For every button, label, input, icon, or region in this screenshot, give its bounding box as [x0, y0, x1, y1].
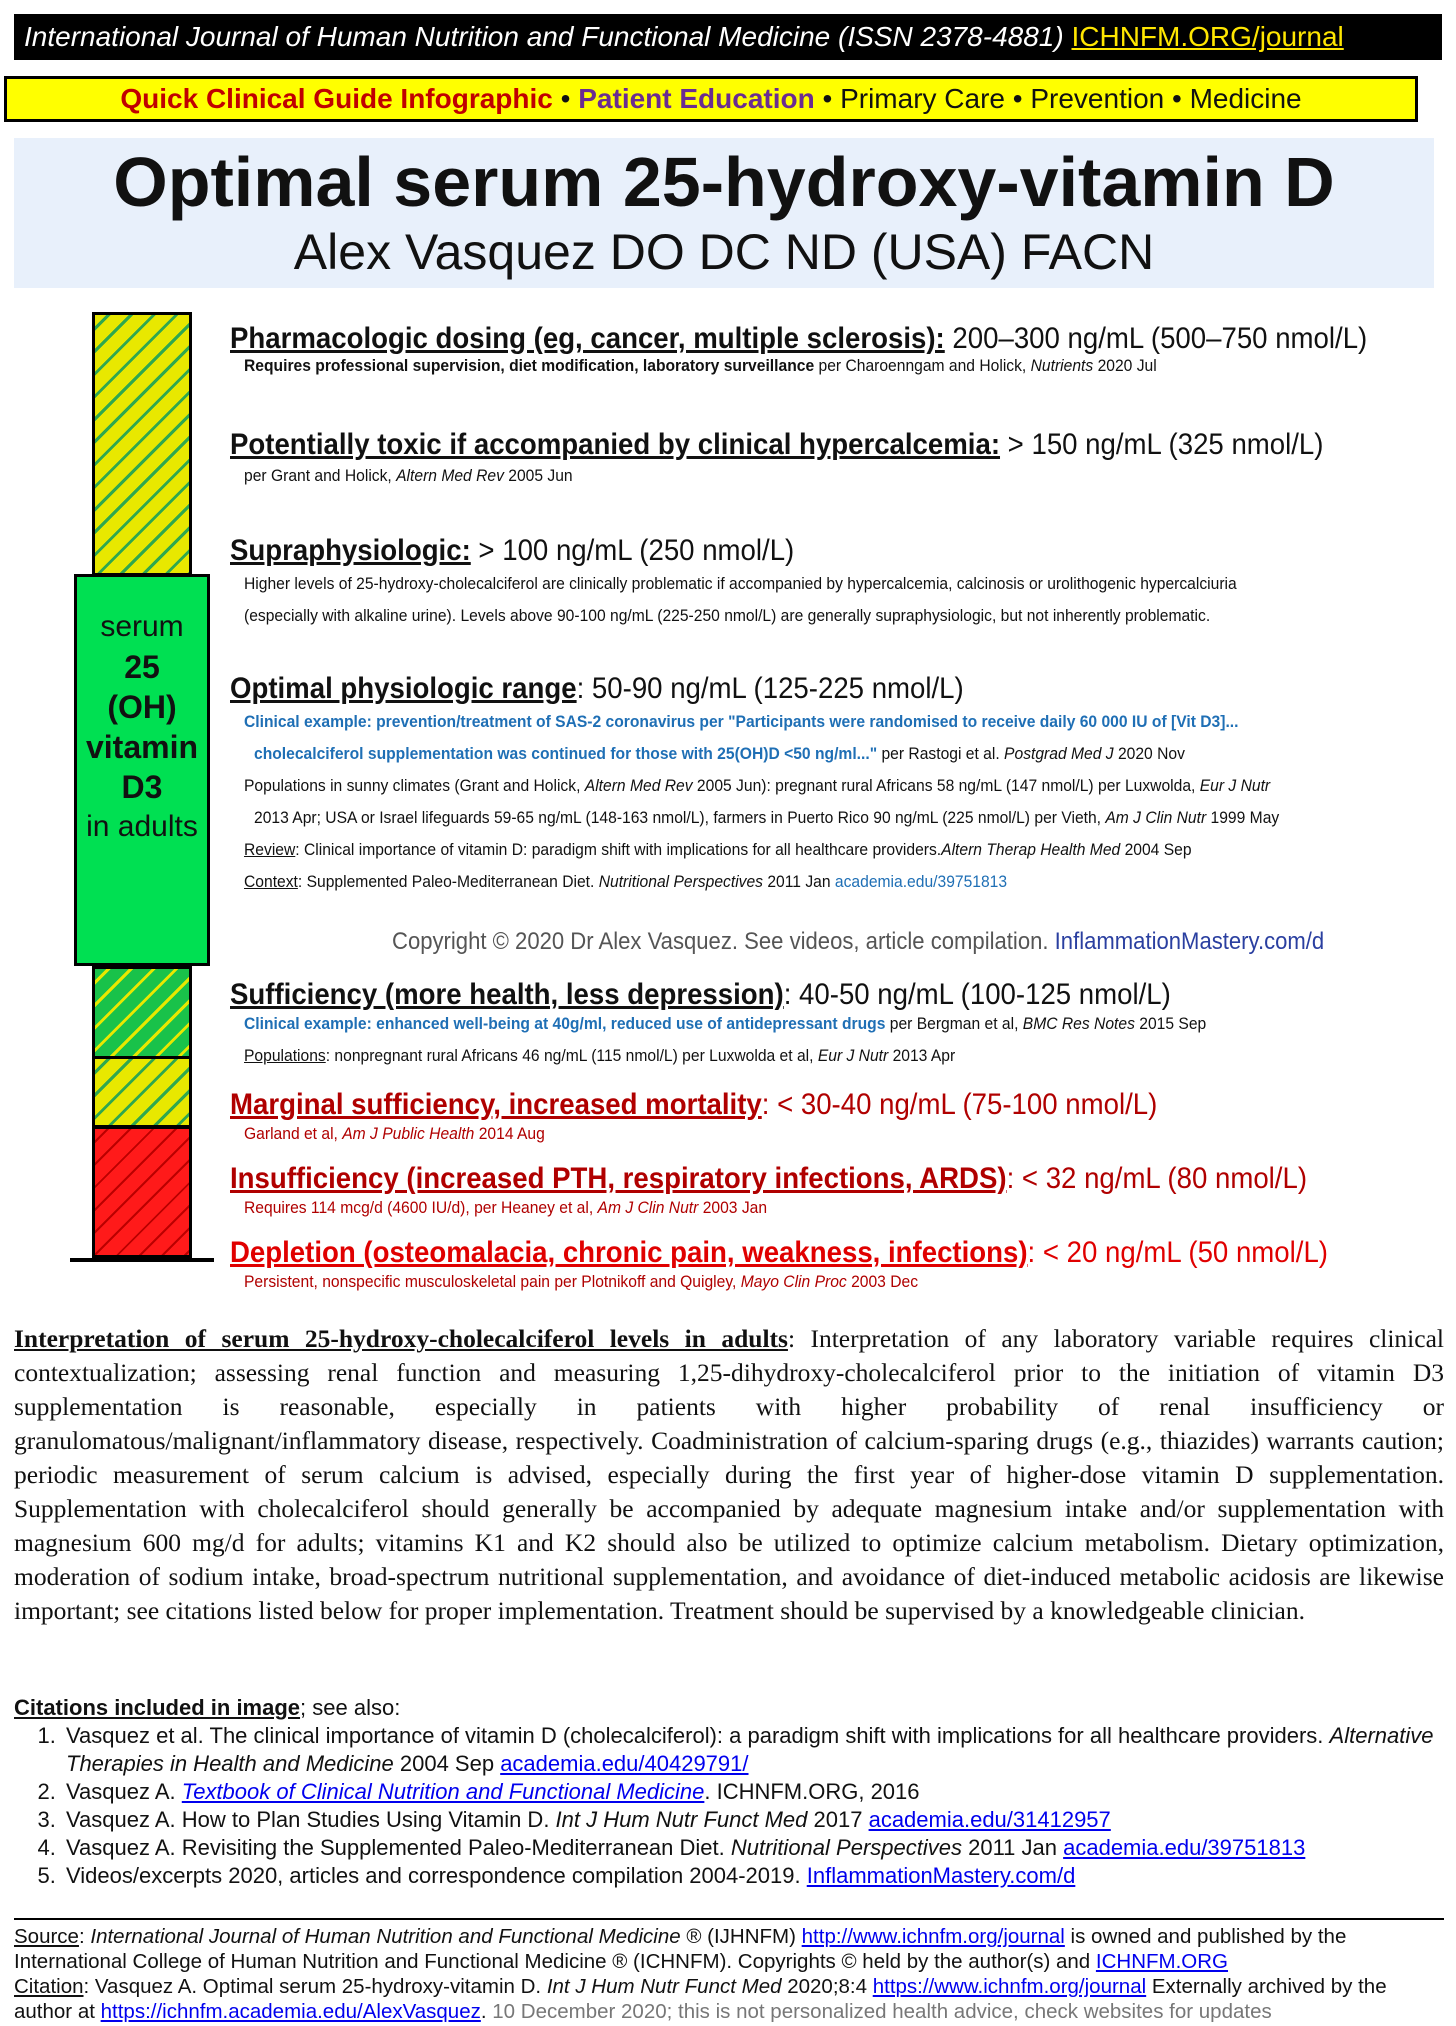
citation-item: 3. Vasquez A. How to Plan Studies Using Vitamin D. Int J Hum Nutr Funct Med 2017 academia.edu/31412957 [62, 1806, 1444, 1834]
interpretation-paragraph [14, 1322, 1444, 1628]
citation-item: 4. Vasquez A. Revisiting the Supplemented Paleo-Mediterranean Diet. Nutritional Perspectives 2011 Jan academia.edu/39751813 [62, 1834, 1444, 1862]
interpretation-body: : Interpretation of any laboratory variable requires clinical contextualization; assessing renal function and measuring 1,25-dihydroxy-cholecalciferol prior to the initiation of vitamin D3 supplementation is reasonable, especially in patients with higher probability of renal insufficiency or granulomatous/malignant/inflammatory disease, respectively. Coadministration of calcium-sparing drugs (e.g., thiazides) warrants caution; periodic measurement of serum calcium is advised, especially during the first year of higher-dose vitamin D supplementation. Supplementation with cholecalciferol should generally be accompanied by adequate magnesium intake and/or supplementation with magnesium 600 mg/d for adults; vitamins K1 and K2 should also be utilized to optimize calcium metabolism. Dietary optimization, moderation of sodium intake, broad-spectrum nutritional supplementation, and avoidance of diet-induced metabolic acidosis are likewise important; see citations listed below for proper implementation. Treatment should be supervised by a knowledgeable clinician. [14, 1324, 1444, 1625]
title-box [14, 138, 1434, 288]
source-footer: Source: International Journal of Human Nutrition and Functional Medicine ® (IJHNFM) http://www.ichnfm.org/journal is owned and published by the International College of Human Nutrition and Functional Medicine ® (ICHNFM). Copyrights © held by the author(s) and ICHNFM.ORG Citation: Vasquez A. Optimal serum 25-hydroxy-vitamin D. Int J Hum Nutr Funct Med 2020;8:4 https://www.ichnfm.org/journal Externally archived by the author at https://ichnfm.academia.edu/AlexVasquez. 10 December 2020; this is not personalized health advice, check websites for updates [14, 1925, 1387, 2023]
citation-link[interactable]: InflammationMastery.com/d [806, 1863, 1076, 1888]
journal-url-link[interactable]: http://www.ichnfm.org/journal [801, 1925, 1065, 1948]
level-heading: Pharmacologic dosing (eg, cancer, multiple sclerosis): 200–300 ng/mL (500–750 nmol/L) [230, 322, 1368, 355]
meter-high-segment [92, 312, 192, 576]
journal-https-link[interactable]: https://www.ichnfm.org/journal [872, 1975, 1147, 1998]
level-pharmacologic [230, 322, 1456, 382]
meter-base [70, 1258, 214, 1262]
citations-list [14, 1722, 1444, 1890]
context-note: Context: Supplemented Paleo-Mediterranean Diet. Nutritional Perspectives 2011 Jan academia.edu/39751813 [244, 872, 1008, 891]
level-note: Requires 114 mcg/d (4600 IU/d), per Heaney et al, Am J Clin Nutr 2003 Jan [244, 1198, 768, 1217]
guide-tags: • Primary Care • Prevention • Medicine [814, 83, 1302, 114]
guide-type: Quick Clinical Guide Infographic [120, 83, 553, 114]
meter-marginal-segment [92, 1056, 192, 1128]
level-heading: Insufficiency (increased PTH, respiratory infections, ARDS): < 32 ng/mL (80 nmol/L) [230, 1162, 1308, 1195]
page-title: Optimal serum 25-hydroxy-vitamin D [113, 143, 1335, 221]
meter-optimal-box [74, 574, 210, 966]
interpretation-heading: Interpretation of serum 25-hydroxy-cholecalciferol levels in adults [14, 1324, 788, 1353]
meter-deficient-segment [92, 1126, 192, 1258]
level-sufficiency [230, 978, 1290, 1072]
copyright-link[interactable]: InflammationMastery.com/d [1054, 928, 1325, 955]
journal-name: International Journal of Human Nutrition and Functional Medicine (ISSN 2378-4881) [24, 21, 1072, 52]
level-note: Higher levels of 25-hydroxy-cholecalciferol are clinically problematic if accompanied by hypercalcemia, calcinosis or urolithogenic hypercalciuria [244, 574, 1237, 593]
review-note: Review: Clinical importance of vitamin D: paradigm shift with implications for all healthcare providers.Altern Therap Health Med 2004 Sep [244, 840, 1192, 859]
academia-link[interactable]: https://ichnfm.academia.edu/AlexVasquez [100, 2000, 481, 2023]
clinical-example: Clinical example: prevention/treatment of SAS-2 coronavirus per "Participants were randomised to receive daily 60 000 IU of [Vit D3]... [244, 712, 1239, 731]
level-toxic [230, 428, 1419, 492]
meter-label-vitamin: vitamin [85, 729, 199, 765]
meter-label-d3: D3 [121, 769, 163, 805]
ichnfm-link[interactable]: ICHNFM.ORG [1095, 1950, 1229, 1973]
journal-banner [14, 14, 1442, 60]
guide-audience: Patient Education [578, 83, 815, 114]
level-depletion [230, 1236, 1423, 1298]
citation-link[interactable]: Textbook of Clinical Nutrition and Functional Medicine [181, 1779, 705, 1804]
guide-sep: • [552, 83, 579, 114]
level-note: per Grant and Holick, Altern Med Rev 2005 Jun [244, 466, 573, 485]
guide-banner [4, 76, 1418, 122]
citation-item: 2. Vasquez A. Textbook of Clinical Nutrition and Functional Medicine. ICHNFM.ORG, 2016 [62, 1778, 1444, 1806]
journal-link[interactable]: ICHNFM.ORG/journal [1071, 21, 1344, 52]
citation-item: 5. Videos/excerpts 2020, articles and correspondence compilation 2004-2019. InflammationMastery.com/d [62, 1862, 1444, 1890]
citation-item: 1. Vasquez et al. The clinical importance of vitamin D (cholecalciferol): a paradigm shift with implications for all healthcare providers. Alternative Therapies in Health and Medicine 2004 Sep academia.edu/40429791/ [62, 1722, 1444, 1778]
citation-link[interactable]: academia.edu/39751813 [1063, 1835, 1306, 1860]
level-heading: Sufficiency (more health, less depression): 40-50 ng/mL (100-125 nmol/L) [230, 978, 1171, 1011]
level-heading: Marginal sufficiency, increased mortality: < 30-40 ng/mL (75-100 nmol/L) [230, 1088, 1158, 1121]
citations-heading-line: Citations included in image; see also: [14, 1695, 401, 1720]
footer-divider [14, 1918, 1444, 1920]
meter-label-25: 25 [124, 649, 160, 685]
level-note: Persistent, nonspecific musculoskeletal pain per Plotnikoff and Quigley, Mayo Clin Proc 2003 Dec [244, 1272, 919, 1291]
level-heading: Supraphysiologic: > 100 ng/mL (250 nmol/L) [230, 534, 795, 567]
copyright-line: Copyright © 2020 Dr Alex Vasquez. See videos, article compilation. InflammationMastery.com/d [392, 928, 1325, 955]
citations-section [14, 1694, 1444, 1890]
level-marginal [230, 1088, 1238, 1150]
citations-heading: Citations included in image [14, 1695, 301, 1720]
level-heading: Depletion (osteomalacia, chronic pain, weakness, infections): < 20 ng/mL (50 nmol/L) [230, 1236, 1328, 1269]
meter-sufficiency-segment [92, 966, 192, 1062]
level-optimal [230, 672, 1368, 898]
level-note: Garland et al, Am J Public Health 2014 Aug [244, 1124, 545, 1143]
population-note: Populations: nonpregnant rural Africans 46 ng/mL (115 nmol/L) per Luxwolda et al, Eur J Nutr 2013 Apr [244, 1046, 956, 1065]
context-link[interactable]: academia.edu/39751813 [834, 872, 1008, 891]
level-note: Requires professional supervision, diet modification, laboratory surveillance per Charoenngam and Holick, Nutrients 2020 Jul [244, 356, 1157, 375]
level-heading: Optimal physiologic range: 50-90 ng/mL (125-225 nmol/L) [230, 672, 964, 705]
clinical-example: cholecalciferol supplementation was continued for those with 25(OH)D <50 ng/ml..." per Rastogi et al. Postgrad Med J 2020 Nov [254, 744, 1185, 763]
meter-label-oh: (OH) [107, 689, 177, 725]
clinical-example: Clinical example: enhanced well-being at 40g/ml, reduced use of antidepressant drugs per Bergman et al, BMC Res Notes 2015 Sep [244, 1014, 1207, 1033]
meter-label-adults: in adults [86, 810, 198, 843]
author-line: Alex Vasquez DO DC ND (USA) FACN [293, 224, 1155, 280]
level-insufficiency [230, 1162, 1401, 1224]
citation-link[interactable]: academia.edu/31412957 [868, 1807, 1111, 1832]
population-note: Populations in sunny climates (Grant and Holick, Altern Med Rev 2005 Jun): pregnant rural Africans 58 ng/mL (147 nmol/L) per Luxwolda, Eur J Nutr [244, 776, 1271, 795]
level-heading: Potentially toxic if accompanied by clinical hypercalcemia: > 150 ng/mL (325 nmol/L) [230, 428, 1324, 461]
population-note: 2013 Apr; USA or Israel lifeguards 59-65 ng/mL (148-163 nmol/L), farmers in Puerto Rico 90 ng/mL (225 nmol/L) per Vieth, Am J Clin Nutr 1999 May [254, 808, 1280, 827]
meter-label-serum: serum [100, 610, 184, 643]
level-supraphysiologic [230, 534, 1323, 632]
citation-link[interactable]: academia.edu/40429791/ [500, 1751, 749, 1776]
level-note: (especially with alkaline urine). Levels above 90-100 ng/mL (225-250 nmol/L) are generally supraphysiologic, but not inherently problematic. [244, 606, 1211, 625]
